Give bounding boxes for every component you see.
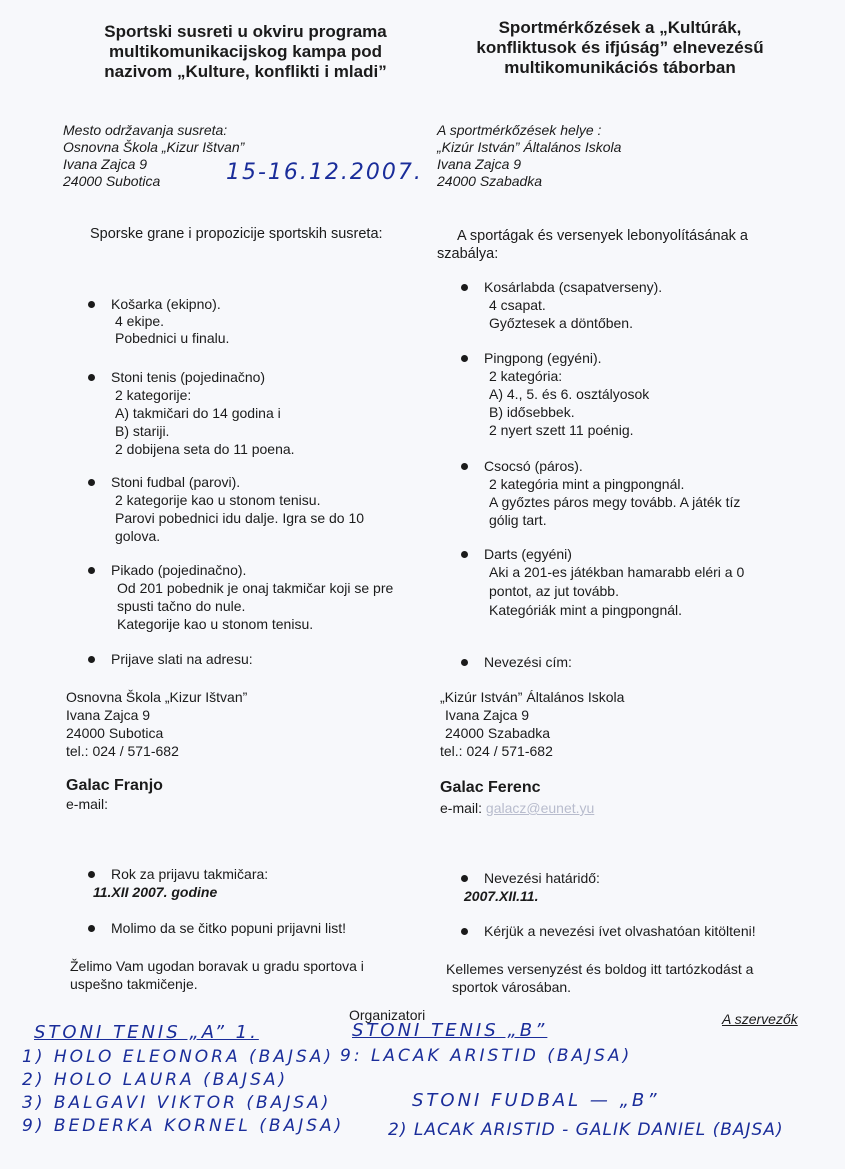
right-email: e-mail: galacz@eunet.yu (440, 800, 595, 816)
left-apply-label: Prijave slati na adresu: (88, 651, 253, 668)
left-sport-table-tennis: Stoni tenis (pojedinačno) 2 kategorije: A) takmičari do 14 godina i B) stariji. 2 dobijena seta do 11 poena. (88, 369, 295, 458)
bullet-icon (461, 551, 468, 558)
right-title: Sportmérkőzések a „Kultúrák, konfliktusok és ifjúság” elnevezésű multikomunikációs táborban (476, 18, 764, 77)
handwritten-foosball-title: STONI FUDBAL — „B” (412, 1090, 660, 1111)
bullet-icon (88, 479, 95, 486)
right-rules-heading: A sportágak és versenyek lebonyolításának a szabálya: (437, 228, 748, 262)
right-venue: A sportmérkőzések helye : „Kizúr István” Általános Iskola Ivana Zajca 9 24000 Szabadka (437, 122, 622, 189)
handwritten-cat-a-title: STONI TENIS „A” 1. (34, 1022, 259, 1043)
bullet-icon (461, 875, 468, 882)
left-sport-foosball: Stoni fudbal (parovi). 2 kategorije kao u stonom tenisu. Parovi pobednici idu dalje. Igra se do 10 golova. (88, 474, 364, 545)
right-sport-darts: Darts (egyéni) Aki a 201-es játékban hamarabb eléri a 0 pontot, az jut tovább. Kategóriák mint a pingpongnál. (461, 546, 744, 620)
right-sport-foosball: Csocsó (páros). 2 kategória mint a pingpongnál. A győztes páros megy tovább. A játék tíz gólig tart. (461, 458, 740, 529)
right-address: „Kizúr István” Általános Iskola Ivana Zajca 9 24000 Szabadka tel.: 024 / 571-682 (440, 689, 625, 759)
right-sport-basketball: Kosárlabda (csapatverseny). 4 csapat. Győztesek a döntőben. (461, 279, 662, 332)
left-contact-name: Galac Franjo (66, 777, 163, 794)
bullet-icon (88, 925, 95, 932)
handwritten-date: 15-16.12.2007. (226, 160, 423, 185)
email-link[interactable]: galacz@eunet.yu (485, 800, 595, 816)
bullet-icon (461, 928, 468, 935)
left-sport-darts: Pikado (pojedinačno). Od 201 pobednik je onaj takmičar koji se pre spusti tačno do nule. Kategorije kao u stonom tenisu. (88, 562, 393, 633)
left-venue: Mesto održavanja susreta: Osnovna Škola „Kizur Ištvan” Ivana Zajca 9 24000 Subotica (63, 122, 245, 189)
handwritten-foosball-list: 2) LACAK ARISTID - GALIK DANIEL (BAJSA) (388, 1120, 784, 1140)
bullet-icon (88, 567, 95, 574)
right-request: Kérjük a nevezési ívet olvashatóan kitölteni! (461, 923, 756, 940)
right-contact-name: Galac Ferenc (440, 779, 541, 796)
right-deadline: Nevezési határidő: 2007.XII.11. (461, 870, 600, 905)
bullet-icon (88, 656, 95, 663)
left-sport-basketball: Košarka (ekipno). 4 ekipe. Pobednici u finalu. (88, 296, 229, 347)
bullet-icon (461, 659, 468, 666)
left-deadline: Rok za prijavu takmičara: 11.XII 2007. godine (88, 866, 268, 901)
bullet-icon (461, 355, 468, 362)
handwritten-cat-b-title: STONI TENIS „B” (352, 1020, 548, 1041)
handwritten-cat-b-list: 9: LACAK ARISTID (BAJSA) (340, 1046, 633, 1066)
left-wish: Želimo Vam ugodan boravak u gradu sportova i uspešno takmičenje. (70, 958, 364, 992)
bullet-icon (461, 284, 468, 291)
bullet-icon (88, 871, 95, 878)
left-rules-heading: Sporske grane i propozicije sportskih susreta: (90, 226, 383, 242)
organizers-hu: A szervezők (722, 1011, 798, 1027)
left-email-label: e-mail: (66, 796, 109, 812)
bullet-icon (461, 463, 468, 470)
handwritten-cat-a-list: 1) HOLO ELEONORA (BAJSA) 2) HOLO LAURA (BAJSA) 3) BALGAVI VIKTOR (BAJSA) 9) BEDERKA KORNEL (BAJSA) (22, 1047, 345, 1136)
right-wish: Kellemes versenyzést és boldog itt tartózkodást a sportok városában. (446, 961, 754, 995)
bullet-icon (88, 301, 95, 308)
right-apply-label: Nevezési cím: (461, 654, 572, 671)
organizers-sr: Organizatori (349, 1007, 426, 1023)
left-title: Sportski susreti u okviru programa multikomunikacijskog kampa pod nazivom „Kulture, konflikti i mladi” (104, 22, 387, 81)
bullet-icon (88, 374, 95, 381)
left-address: Osnovna Škola „Kizur Ištvan” Ivana Zajca 9 24000 Subotica tel.: 024 / 571-682 (66, 689, 248, 759)
left-request: Molimo da se čitko popuni prijavni list! (88, 920, 346, 937)
right-sport-table-tennis: Pingpong (egyéni). 2 kategória: A) 4., 5. és 6. osztályosok B) idősebbek. 2 nyert szett 11 poénig. (461, 350, 649, 439)
